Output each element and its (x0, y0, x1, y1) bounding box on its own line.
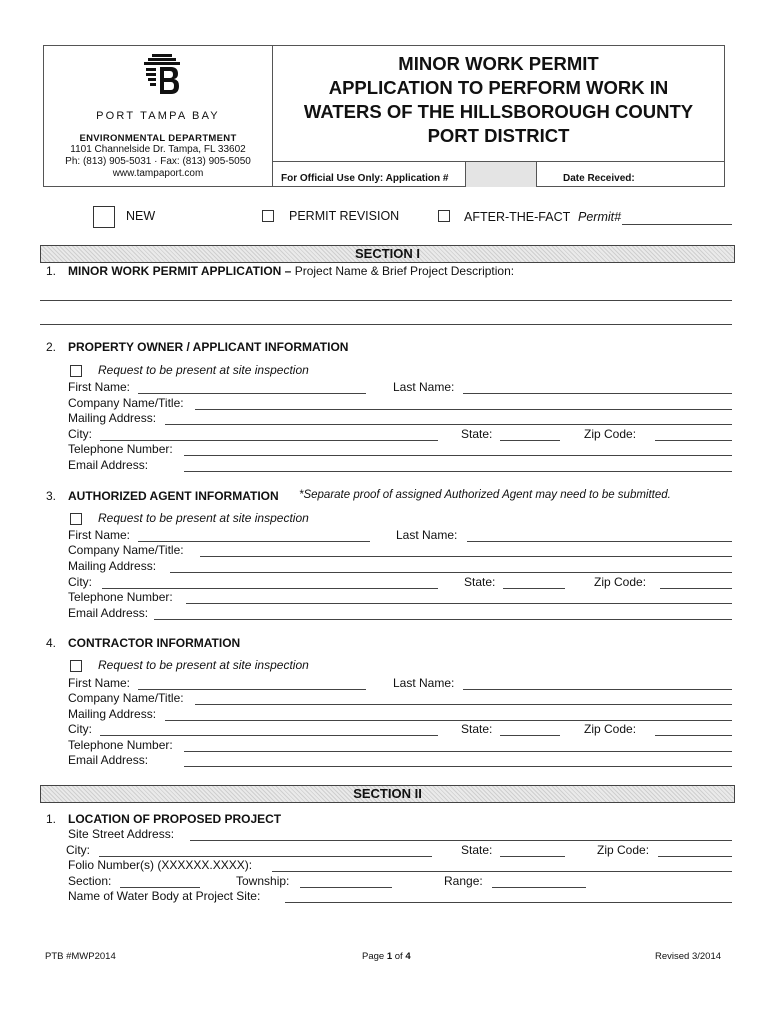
page-of: of (392, 951, 406, 962)
agent-inspection-checkbox[interactable] (70, 513, 82, 525)
agent-phone-field[interactable] (186, 603, 732, 604)
site-state-field[interactable] (500, 856, 565, 857)
location-item-number: 1. (46, 812, 57, 826)
form-id: PTB #MWP2014 (45, 951, 116, 962)
item-1-number: 1. (46, 264, 57, 278)
contractor-email-field[interactable] (184, 766, 732, 767)
phone-fax-line: Ph: (813) 905-5031 · Fax: (813) 905-5050 (65, 156, 251, 167)
agent-phone-label: Telephone Number: (68, 590, 173, 604)
after-the-fact-label: AFTER-THE-FACT (464, 210, 571, 224)
site-address-label: Site Street Address: (68, 827, 175, 841)
contractor-inspection-checkbox[interactable] (70, 660, 82, 672)
agent-state-label: State: (464, 575, 496, 589)
page-total: 4 (405, 951, 411, 962)
owner-mailing-field[interactable] (165, 424, 732, 425)
contractor-company-field[interactable] (195, 704, 732, 705)
owner-email-label: Email Address: (68, 458, 149, 472)
contractor-last-name-field[interactable] (463, 689, 732, 690)
owner-company-label: Company Name/Title: (68, 396, 184, 410)
permit-number-field[interactable] (622, 224, 732, 225)
owner-company-field[interactable] (195, 409, 732, 410)
contractor-inspection-label: Request to be present at site inspection (98, 658, 309, 672)
contractor-zip-label: Zip Code: (584, 722, 637, 736)
item-3-note: *Separate proof of assigned Authorized Agent may need to be submitted. (299, 489, 671, 501)
department-name: ENVIRONMENTAL DEPARTMENT (79, 133, 237, 144)
official-use-label: For Official Use Only: Application # (281, 173, 449, 184)
agent-zip-label: Zip Code: (594, 575, 647, 589)
contractor-company-label: Company Name/Title: (68, 691, 184, 705)
title-line-4: PORT DISTRICT (427, 125, 570, 146)
contractor-mailing-field[interactable] (165, 720, 732, 721)
form-title (273, 52, 724, 148)
site-address-field[interactable] (190, 840, 732, 841)
folio-field[interactable] (272, 871, 732, 872)
contractor-last-name-label: Last Name: (393, 676, 455, 690)
site-zip-field[interactable] (658, 856, 732, 857)
port-tampa-bay-logo-icon (140, 52, 184, 98)
org-name: PORT TAMPA BAY (96, 110, 220, 122)
contractor-zip-field[interactable] (655, 735, 732, 736)
contractor-phone-field[interactable] (184, 751, 732, 752)
application-number-field[interactable] (465, 162, 537, 187)
township-label: Township: (236, 874, 290, 888)
agent-company-field[interactable] (200, 556, 732, 557)
title-line-3: WATERS OF THE HILLSBOROUGH COUNTY (303, 101, 694, 122)
description-line-2[interactable] (40, 324, 732, 325)
owner-state-field[interactable] (500, 440, 560, 441)
item-4-number: 4. (46, 636, 57, 650)
owner-city-label: City: (68, 427, 92, 441)
agent-first-name-field[interactable] (138, 541, 370, 542)
section-label: Section: (68, 874, 112, 888)
contractor-city-field[interactable] (100, 735, 438, 736)
site-city-label: City: (66, 843, 90, 857)
site-city-field[interactable] (99, 856, 432, 857)
agent-last-name-field[interactable] (467, 541, 732, 542)
revised-date: Revised 3/2014 (655, 951, 722, 962)
contractor-first-name-label: First Name: (68, 676, 131, 690)
after-the-fact-checkbox[interactable] (438, 210, 450, 222)
water-body-field[interactable] (285, 902, 732, 903)
item-3-title: AUTHORIZED AGENT INFORMATION (68, 489, 279, 503)
new-checkbox[interactable] (93, 206, 115, 228)
agent-inspection-label: Request to be present at site inspection (98, 511, 309, 525)
item-1-title: MINOR WORK PERMIT APPLICATION – (68, 264, 292, 278)
item-2-number: 2. (46, 340, 57, 354)
agent-mailing-field[interactable] (170, 572, 732, 573)
permit-revision-label: PERMIT REVISION (289, 209, 400, 223)
agent-company-label: Company Name/Title: (68, 543, 184, 557)
address-line: 1101 Channelside Dr. Tampa, FL 33602 (70, 144, 246, 155)
owner-first-name-label: First Name: (68, 380, 131, 394)
agent-city-field[interactable] (102, 588, 438, 589)
permit-number-label: Permit# (578, 210, 622, 224)
owner-email-field[interactable] (184, 471, 732, 472)
organization-block (44, 46, 273, 186)
section-2-header: SECTION II (40, 785, 735, 803)
contractor-mailing-label: Mailing Address: (68, 707, 157, 721)
agent-last-name-label: Last Name: (396, 528, 458, 542)
permit-revision-checkbox[interactable] (262, 210, 274, 222)
section-1-header: SECTION I (40, 245, 735, 263)
site-state-label: State: (461, 843, 493, 857)
township-field[interactable] (300, 887, 392, 888)
page-prefix: Page (362, 951, 387, 962)
description-line-1[interactable] (40, 300, 732, 301)
agent-first-name-label: First Name: (68, 528, 131, 542)
owner-inspection-checkbox[interactable] (70, 365, 82, 377)
owner-phone-field[interactable] (184, 455, 732, 456)
owner-state-label: State: (461, 427, 493, 441)
item-3-number: 3. (46, 489, 57, 503)
website-line: www.tampaport.com (112, 168, 204, 179)
title-line-1: MINOR WORK PERMIT (398, 53, 599, 74)
official-use-row (273, 161, 724, 187)
owner-inspection-label: Request to be present at site inspection (98, 363, 309, 377)
item-1-heading (68, 264, 514, 278)
agent-email-label: Email Address: (68, 606, 149, 620)
owner-last-name-label: Last Name: (393, 380, 455, 394)
item-2-title: PROPERTY OWNER / APPLICANT INFORMATION (68, 340, 349, 354)
title-line-2: APPLICATION TO PERFORM WORK IN (328, 77, 669, 98)
contractor-first-name-field[interactable] (138, 689, 366, 690)
item-1-description: Project Name & Brief Project Description: (294, 264, 515, 278)
owner-zip-field[interactable] (655, 440, 732, 441)
owner-last-name-field[interactable] (463, 393, 732, 394)
agent-email-field[interactable] (154, 619, 732, 620)
agent-city-label: City: (68, 575, 92, 589)
contractor-city-label: City: (68, 722, 92, 736)
location-title: LOCATION OF PROPOSED PROJECT (68, 812, 282, 826)
page-number: 1 (386, 951, 393, 962)
folio-label: Folio Number(s) (XXXXXX.XXXX): (68, 858, 253, 872)
contractor-phone-label: Telephone Number: (68, 738, 173, 752)
contractor-email-label: Email Address: (68, 753, 149, 767)
owner-mailing-label: Mailing Address: (68, 411, 157, 425)
form-header (43, 45, 725, 187)
item-4-title: CONTRACTOR INFORMATION (68, 636, 241, 650)
site-zip-label: Zip Code: (597, 843, 650, 857)
owner-first-name-field[interactable] (138, 393, 366, 394)
water-body-label: Name of Water Body at Project Site: (68, 889, 261, 903)
range-label: Range: (444, 874, 483, 888)
owner-city-field[interactable] (100, 440, 438, 441)
owner-zip-label: Zip Code: (584, 427, 637, 441)
owner-phone-label: Telephone Number: (68, 442, 173, 456)
agent-zip-field[interactable] (660, 588, 732, 589)
contractor-state-field[interactable] (500, 735, 560, 736)
date-received-label: Date Received: (563, 173, 635, 184)
agent-state-field[interactable] (503, 588, 565, 589)
agent-mailing-label: Mailing Address: (68, 559, 157, 573)
new-label: NEW (126, 209, 156, 223)
page-indicator (362, 951, 411, 962)
range-field[interactable] (492, 887, 586, 888)
contractor-state-label: State: (461, 722, 493, 736)
section-field[interactable] (120, 887, 200, 888)
